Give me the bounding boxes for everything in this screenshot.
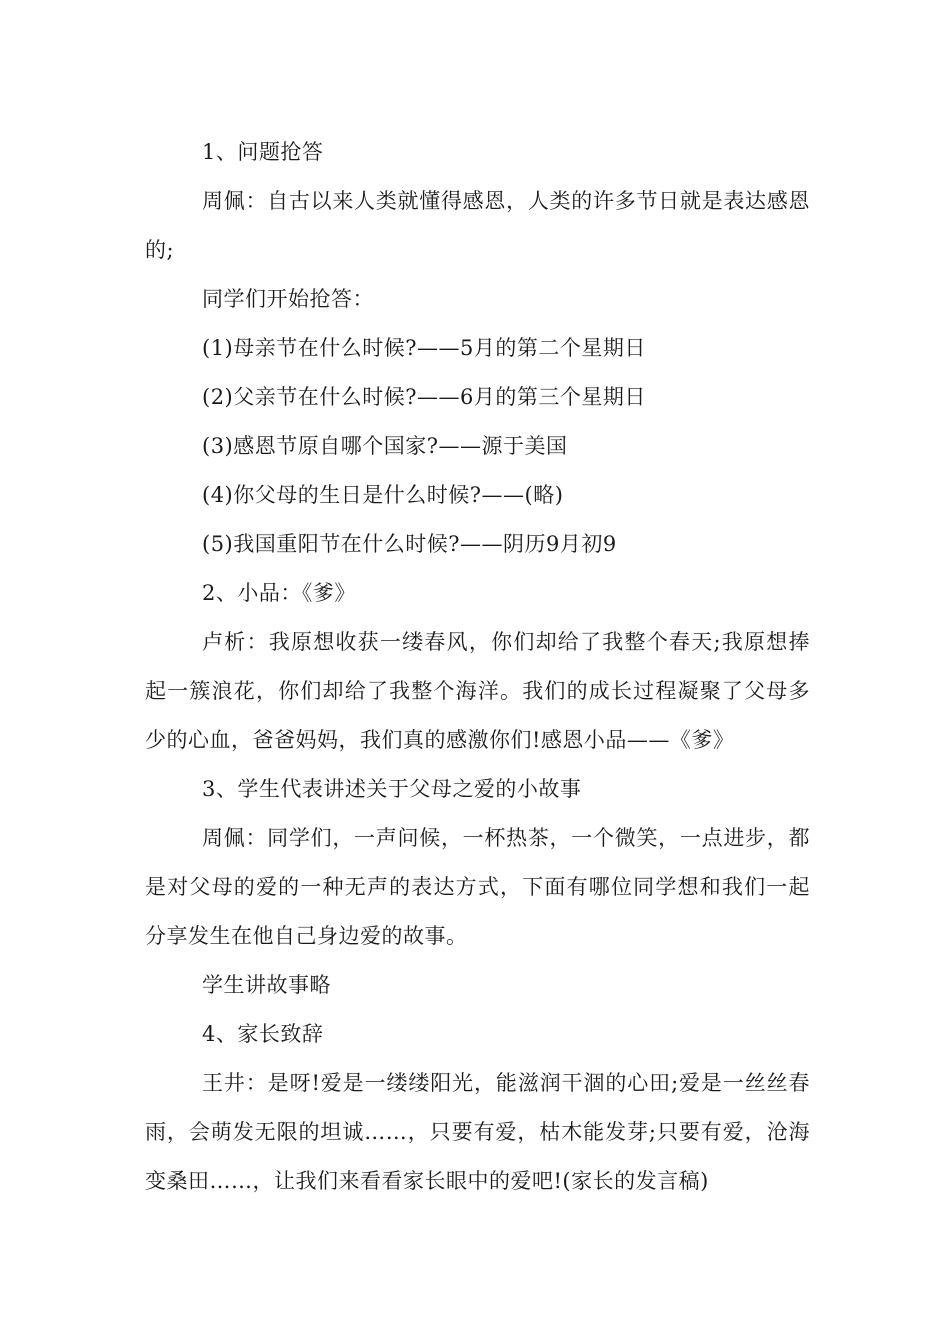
section-heading-quiz: 1、问题抢答 xyxy=(202,140,324,164)
paragraph-zhoupei-intro: 周佩：自古以来人类就懂得感恩，人类的许多节日就是表达感恩的; xyxy=(145,189,810,262)
section-heading-skit: 2、小品：《爹》 xyxy=(202,581,356,605)
quiz-item-3: (3)感恩节原自哪个国家?——源于美国 xyxy=(202,434,568,458)
paragraph-story-omitted: 学生讲故事略 xyxy=(202,973,331,997)
quiz-item-5: (5)我国重阳节在什么时候?——阴历9月初9 xyxy=(202,532,617,556)
paragraph-wangjing-speech: 王井：是呀!爱是一缕缕阳光，能滋润干涸的心田;爱是一丝丝春雨，会萌发无限的坦诚……，只要有爱，枯木能发芽;只要有爱，沧海变桑田……，让我们来看看家长眼中的爱吧!(家长的发言稿) xyxy=(145,1071,810,1193)
paragraph-luxi-speech: 卢析：我原想收获一缕春风，你们却给了我整个春天;我原想捧起一簇浪花，你们却给了我整个海洋。我们的成长过程凝聚了父母多少的心血，爸爸妈妈，我们真的感激你们!感恩小品——《爹》 xyxy=(145,630,810,752)
quiz-item-4: (4)你父母的生日是什么时候?——(略) xyxy=(202,483,564,507)
paragraph-zhoupei-story: 周佩：同学们，一声问候，一杯热茶，一个微笑，一点进步，都是对父母的爱的一种无声的表达方式，下面有哪位同学想和我们一起分享发生在他自己身边爱的故事。 xyxy=(145,826,810,948)
section-heading-parent-speech: 4、家长致辞 xyxy=(202,1022,324,1046)
quiz-item-2: (2)父亲节在什么时候?——6月的第三个星期日 xyxy=(202,385,646,409)
section-heading-story: 3、学生代表讲述关于父母之爱的小故事 xyxy=(202,777,582,801)
document-body xyxy=(145,128,810,1206)
quiz-item-1: (1)母亲节在什么时候?——5月的第二个星期日 xyxy=(202,336,646,360)
paragraph-students-answer: 同学们开始抢答： xyxy=(202,287,374,311)
